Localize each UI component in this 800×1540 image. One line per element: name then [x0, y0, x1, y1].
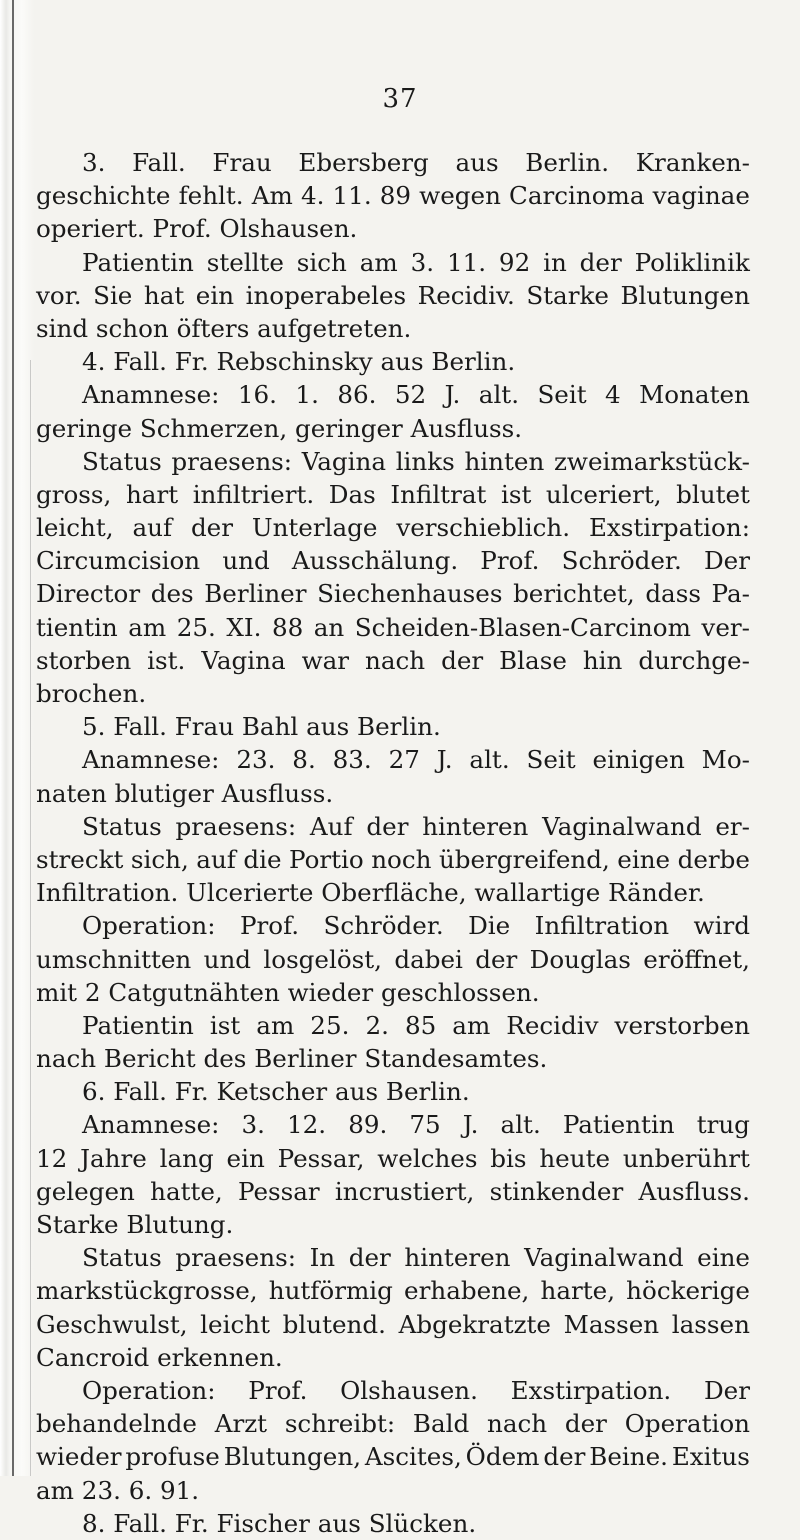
- text-line: behandelnde Arzt schreibt: Bald nach der Operation: [36, 1409, 750, 1439]
- text-line: operiert. Prof. Olshausen.: [36, 214, 358, 244]
- text-line: streckt sich, auf die Portio noch übergreifend, eine derbe: [36, 844, 750, 874]
- text-line: tientin am 25. XI. 88 an Scheiden-Blasen-Carcinom ver-: [36, 612, 750, 642]
- text-line: am 23. 6. 91.: [36, 1475, 200, 1505]
- text-line: vor. Sie hat ein inoperabeles Recidiv. Starke Blutungen: [36, 280, 750, 310]
- text-line: wieder profuse Blutungen, Ascites, Ödem der Beine. Exitus: [36, 1442, 750, 1472]
- page-gutter: [0, 0, 34, 1476]
- text-line: leicht, auf der Unterlage verschieblich. Exstirpation:: [36, 513, 750, 543]
- text-line: Status praesens: Auf der hinteren Vaginalwand er-: [82, 811, 750, 841]
- text-line: Infiltration. Ulcerierte Oberfläche, wallartige Ränder.: [36, 878, 705, 908]
- text-line: Patientin ist am 25. 2. 85 am Recidiv verstorben: [82, 1010, 750, 1040]
- text-line: 8. Fall. Fr. Fischer aus Slücken.: [82, 1508, 477, 1538]
- text-line: Status praesens: Vagina links hinten zweimarkstück-: [82, 446, 750, 476]
- text-line: Cancroid erkennen.: [36, 1342, 283, 1372]
- text-line: geschichte fehlt. Am 4. 11. 89 wegen Carcinoma vaginae: [36, 181, 750, 211]
- text-line: 5. Fall. Frau Bahl aus Berlin.: [82, 712, 441, 742]
- text-line: umschnitten und losgelöst, dabei der Douglas eröffnet,: [36, 944, 750, 974]
- text-line: naten blutiger Ausfluss.: [36, 778, 334, 808]
- text-line: 3. Fall. Frau Ebersberg aus Berlin. Kranken-: [82, 148, 750, 177]
- text-line: Anamnese: 23. 8. 83. 27 J. alt. Seit einigen Mo-: [82, 745, 750, 775]
- text-line: 4. Fall. Fr. Rebschinsky aus Berlin.: [82, 347, 516, 377]
- text-line: Operation: Prof. Schröder. Die Infiltration wird: [82, 911, 750, 941]
- text-line: sind schon öfters aufgetreten.: [36, 313, 412, 343]
- text-line: brochen.: [36, 679, 147, 708]
- text-line: 6. Fall. Fr. Ketscher aus Berlin.: [82, 1077, 470, 1107]
- binding-edge: [12, 0, 14, 1476]
- page-number: 37: [382, 84, 418, 114]
- text-line: Geschwulst, leicht blutend. Abgekratzte Massen lassen: [36, 1309, 750, 1339]
- text-line: Anamnese: 16. 1. 86. 52 J. alt. Seit 4 Monaten: [82, 380, 750, 410]
- text-line: gelegen hatte, Pessar incrustiert, stinkender Ausfluss.: [36, 1176, 750, 1206]
- text-line: Patientin stellte sich am 3. 11. 92 in der Poliklinik: [82, 247, 750, 277]
- text-line: storben ist. Vagina war nach der Blase hin durchge-: [36, 645, 750, 675]
- text-line: Status praesens: In der hinteren Vaginalwand eine: [82, 1243, 750, 1273]
- text-line: nach Bericht des Berliner Standesamtes.: [36, 1044, 548, 1074]
- text-line: geringe Schmerzen, geringer Ausfluss.: [36, 413, 523, 443]
- text-line: Starke Blutung.: [36, 1210, 234, 1239]
- text-line: Director des Berliner Siechenhauses berichtet, dass Pa-: [36, 579, 750, 609]
- text-line: Anamnese: 3. 12. 89. 75 J. alt. Patientin trug: [82, 1110, 750, 1140]
- text-line: 12 Jahre lang ein Pessar, welches bis heute unberührt: [36, 1143, 750, 1173]
- text-line: gross, hart infiltriert. Das Infiltrat ist ulceriert, blutet: [36, 479, 750, 509]
- text-line: Operation: Prof. Olshausen. Exstirpation. Der: [82, 1375, 750, 1405]
- text-line: Circumcision und Ausschälung. Prof. Schröder. Der: [36, 546, 750, 576]
- body-text: [36, 146, 750, 1540]
- binding-shadow: [30, 360, 31, 1476]
- text-line: markstückgrosse, hutförmig erhabene, harte, höckerige: [36, 1276, 750, 1306]
- text-line: mit 2 Catgutnähten wieder geschlossen.: [36, 977, 540, 1007]
